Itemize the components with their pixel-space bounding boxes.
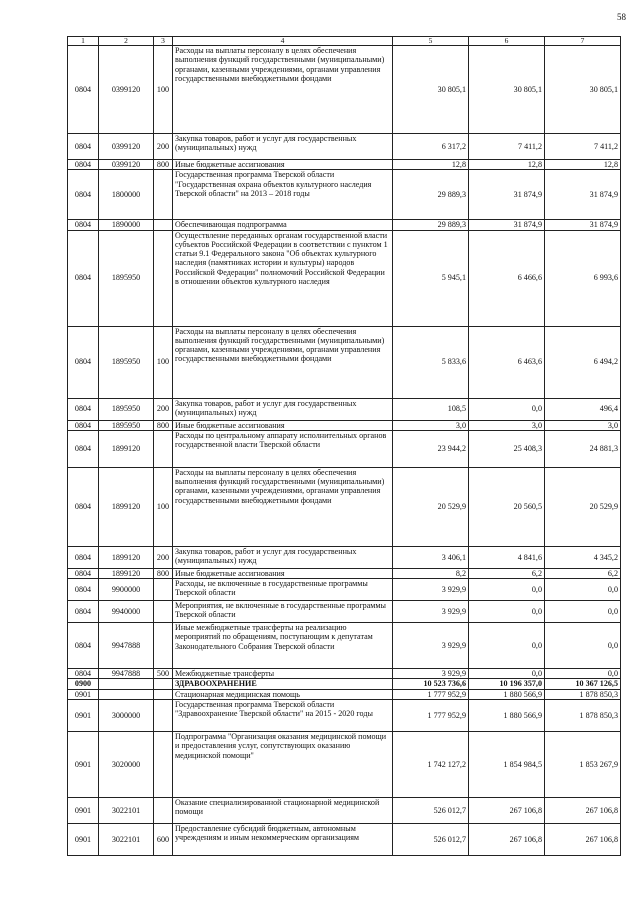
table-row bbox=[68, 601, 621, 623]
expense-type-cell: 600 bbox=[154, 824, 173, 856]
description-cell: Обеспечивающая подпрограмма bbox=[173, 220, 393, 230]
expense-type-cell: 200 bbox=[154, 134, 173, 160]
amount-col7-cell: 267 106,8 bbox=[545, 824, 621, 856]
amount-col7-cell: 6 494,2 bbox=[545, 326, 621, 398]
target-code-cell: 0399120 bbox=[99, 134, 154, 160]
table-row bbox=[68, 579, 621, 601]
expense-type-cell: 800 bbox=[154, 160, 173, 170]
expense-type-cell bbox=[154, 601, 173, 623]
column-number-header bbox=[68, 37, 621, 46]
amount-col7-cell: 24 881,3 bbox=[545, 430, 621, 467]
table-row bbox=[68, 623, 621, 669]
header-cell: 6 bbox=[469, 37, 545, 46]
amount-col6-cell: 0,0 bbox=[469, 579, 545, 601]
amount-col6-cell: 267 106,8 bbox=[469, 824, 545, 856]
amount-col7-cell: 267 106,8 bbox=[545, 798, 621, 824]
target-code-cell: 9900000 bbox=[99, 579, 154, 601]
amount-col5-cell: 3 929,9 bbox=[393, 579, 469, 601]
amount-col7-cell: 1 853 267,9 bbox=[545, 732, 621, 798]
section-code-cell: 0901 bbox=[68, 798, 99, 824]
description-cell: Государственная программа Тверской области "Здравоохранение Тверской области" на 2015 - 2020 годы bbox=[173, 700, 393, 732]
target-code-cell: 3020000 bbox=[99, 732, 154, 798]
amount-col7-cell: 0,0 bbox=[545, 623, 621, 669]
amount-col5-cell: 526 012,7 bbox=[393, 824, 469, 856]
description-cell: Закупка товаров, работ и услуг для государственных (муниципальных) нужд bbox=[173, 398, 393, 420]
section-code-cell: 0901 bbox=[68, 700, 99, 732]
table-row bbox=[68, 467, 621, 546]
amount-col5-cell: 1 742 127,2 bbox=[393, 732, 469, 798]
description-cell: ЗДРАВООХРАНЕНИЕ bbox=[173, 679, 393, 689]
description-cell: Закупка товаров, работ и услуг для государственных (муниципальных) нужд bbox=[173, 134, 393, 160]
amount-col5-cell: 12,8 bbox=[393, 160, 469, 170]
target-code-cell: 9947888 bbox=[99, 623, 154, 669]
amount-col7-cell: 0,0 bbox=[545, 669, 621, 679]
amount-col6-cell: 0,0 bbox=[469, 669, 545, 679]
amount-col7-cell: 7 411,2 bbox=[545, 134, 621, 160]
amount-col6-cell: 31 874,9 bbox=[469, 220, 545, 230]
amount-col7-cell: 0,0 bbox=[545, 579, 621, 601]
target-code-cell bbox=[99, 689, 154, 699]
expense-type-cell: 800 bbox=[154, 568, 173, 578]
section-code-cell: 0804 bbox=[68, 220, 99, 230]
table-row bbox=[68, 420, 621, 430]
amount-col7-cell: 31 874,9 bbox=[545, 220, 621, 230]
amount-col6-cell: 0,0 bbox=[469, 601, 545, 623]
section-code-cell: 0804 bbox=[68, 170, 99, 220]
section-code-cell: 0804 bbox=[68, 467, 99, 546]
amount-col6-cell: 267 106,8 bbox=[469, 798, 545, 824]
amount-col5-cell: 29 889,3 bbox=[393, 220, 469, 230]
expense-type-cell: 200 bbox=[154, 546, 173, 568]
amount-col7-cell: 10 367 126,5 bbox=[545, 679, 621, 689]
table-row bbox=[68, 220, 621, 230]
amount-col5-cell: 29 889,3 bbox=[393, 170, 469, 220]
amount-col5-cell: 1 777 952,9 bbox=[393, 700, 469, 732]
description-cell: Закупка товаров, работ и услуг для государственных (муниципальных) нужд bbox=[173, 546, 393, 568]
amount-col5-cell: 3,0 bbox=[393, 420, 469, 430]
section-code-cell: 0804 bbox=[68, 430, 99, 467]
target-code-cell: 9940000 bbox=[99, 601, 154, 623]
description-cell: Иные бюджетные ассигнования bbox=[173, 568, 393, 578]
amount-col7-cell: 12,8 bbox=[545, 160, 621, 170]
target-code-cell: 9947888 bbox=[99, 669, 154, 679]
expense-type-cell: 200 bbox=[154, 398, 173, 420]
amount-col5-cell: 5 833,6 bbox=[393, 326, 469, 398]
target-code-cell: 3022101 bbox=[99, 798, 154, 824]
section-code-cell: 0804 bbox=[68, 568, 99, 578]
amount-col7-cell: 0,0 bbox=[545, 601, 621, 623]
amount-col5-cell: 526 012,7 bbox=[393, 798, 469, 824]
amount-col5-cell: 108,5 bbox=[393, 398, 469, 420]
expense-type-cell: 100 bbox=[154, 46, 173, 134]
section-code-cell: 0804 bbox=[68, 546, 99, 568]
target-code-cell: 0399120 bbox=[99, 160, 154, 170]
amount-col6-cell: 6 466,6 bbox=[469, 230, 545, 326]
expense-type-cell bbox=[154, 689, 173, 699]
amount-col7-cell: 30 805,1 bbox=[545, 46, 621, 134]
header-cell: 3 bbox=[154, 37, 173, 46]
table-row bbox=[68, 546, 621, 568]
target-code-cell: 1895950 bbox=[99, 398, 154, 420]
amount-col5-cell: 3 929,9 bbox=[393, 669, 469, 679]
header-cell: 7 bbox=[545, 37, 621, 46]
expense-type-cell bbox=[154, 230, 173, 326]
section-code-cell: 0804 bbox=[68, 420, 99, 430]
expense-type-cell: 500 bbox=[154, 669, 173, 679]
amount-col6-cell: 1 880 566,9 bbox=[469, 700, 545, 732]
amount-col5-cell: 3 929,9 bbox=[393, 601, 469, 623]
section-code-cell: 0804 bbox=[68, 623, 99, 669]
target-code-cell: 1899120 bbox=[99, 546, 154, 568]
amount-col6-cell: 3,0 bbox=[469, 420, 545, 430]
amount-col7-cell: 31 874,9 bbox=[545, 170, 621, 220]
amount-col6-cell: 6 463,6 bbox=[469, 326, 545, 398]
description-cell: Расходы на выплаты персоналу в целях обеспечения выполнения функций государственными (муниципальными) органами, казенными учреждениями, органами управления государственными внебюджетными фондами bbox=[173, 326, 393, 398]
amount-col6-cell: 4 841,6 bbox=[469, 546, 545, 568]
amount-col6-cell: 10 196 357,0 bbox=[469, 679, 545, 689]
table-row bbox=[68, 398, 621, 420]
table-row bbox=[68, 568, 621, 578]
section-code-cell: 0804 bbox=[68, 230, 99, 326]
description-cell: Государственная программа Тверской области "Государственная охрана объектов культурного наследия Тверской области" на 2013 – 2018 годы bbox=[173, 170, 393, 220]
amount-col6-cell: 1 880 566,9 bbox=[469, 689, 545, 699]
table-row bbox=[68, 689, 621, 699]
amount-col7-cell: 6,2 bbox=[545, 568, 621, 578]
target-code-cell: 3000000 bbox=[99, 700, 154, 732]
expense-type-cell bbox=[154, 623, 173, 669]
amount-col6-cell: 25 408,3 bbox=[469, 430, 545, 467]
section-code-cell: 0804 bbox=[68, 601, 99, 623]
description-cell: Подпрограмма "Организация оказания медицинской помощи и предоставления услуг, сопутствующих оказанию медицинской помощи" bbox=[173, 732, 393, 798]
section-code-cell: 0804 bbox=[68, 160, 99, 170]
expense-type-cell: 100 bbox=[154, 467, 173, 546]
expense-type-cell bbox=[154, 170, 173, 220]
amount-col5-cell: 3 406,1 bbox=[393, 546, 469, 568]
table-row bbox=[68, 230, 621, 326]
amount-col5-cell: 1 777 952,9 bbox=[393, 689, 469, 699]
header-cell: 1 bbox=[68, 37, 99, 46]
target-code-cell: 1890000 bbox=[99, 220, 154, 230]
section-code-cell: 0901 bbox=[68, 732, 99, 798]
section-code-cell: 0804 bbox=[68, 134, 99, 160]
amount-col6-cell: 0,0 bbox=[469, 398, 545, 420]
section-code-cell: 0804 bbox=[68, 669, 99, 679]
description-cell: Иные межбюджетные трансферты на реализацию мероприятий по обращениям, поступающим к депутатам Законодательного Собрания Тверской области bbox=[173, 623, 393, 669]
amount-col6-cell: 6,2 bbox=[469, 568, 545, 578]
amount-col5-cell: 20 529,9 bbox=[393, 467, 469, 546]
description-cell: Расходы по центральному аппарату исполнительных органов государственной власти Тверской области bbox=[173, 430, 393, 467]
amount-col7-cell: 3,0 bbox=[545, 420, 621, 430]
amount-col6-cell: 12,8 bbox=[469, 160, 545, 170]
table-row bbox=[68, 798, 621, 824]
target-code-cell: 1895950 bbox=[99, 230, 154, 326]
description-cell: Иные бюджетные ассигнования bbox=[173, 160, 393, 170]
expense-type-cell bbox=[154, 798, 173, 824]
amount-col5-cell: 23 944,2 bbox=[393, 430, 469, 467]
expense-type-cell bbox=[154, 579, 173, 601]
header-cell: 4 bbox=[173, 37, 393, 46]
description-cell: Межбюджетные трансферты bbox=[173, 669, 393, 679]
section-code-cell: 0804 bbox=[68, 326, 99, 398]
amount-col5-cell: 5 945,1 bbox=[393, 230, 469, 326]
table-row bbox=[68, 824, 621, 856]
table-row bbox=[68, 134, 621, 160]
expense-type-cell: 100 bbox=[154, 326, 173, 398]
table-row bbox=[68, 669, 621, 679]
target-code-cell: 0399120 bbox=[99, 46, 154, 134]
table-row bbox=[68, 46, 621, 134]
target-code-cell: 1895950 bbox=[99, 326, 154, 398]
amount-col7-cell: 20 529,9 bbox=[545, 467, 621, 546]
page-number: 58 bbox=[617, 12, 626, 22]
amount-col7-cell: 1 878 850,3 bbox=[545, 689, 621, 699]
amount-col7-cell: 1 878 850,3 bbox=[545, 700, 621, 732]
header-cell: 5 bbox=[393, 37, 469, 46]
expense-type-cell: 800 bbox=[154, 420, 173, 430]
amount-col7-cell: 496,4 bbox=[545, 398, 621, 420]
table-row bbox=[68, 160, 621, 170]
amount-col5-cell: 3 929,9 bbox=[393, 623, 469, 669]
amount-col6-cell: 7 411,2 bbox=[469, 134, 545, 160]
header-cell: 2 bbox=[99, 37, 154, 46]
amount-col7-cell: 4 345,2 bbox=[545, 546, 621, 568]
amount-col5-cell: 10 523 736,6 bbox=[393, 679, 469, 689]
description-cell: Стационарная медицинская помощь bbox=[173, 689, 393, 699]
expense-type-cell bbox=[154, 679, 173, 689]
target-code-cell: 1800000 bbox=[99, 170, 154, 220]
amount-col5-cell: 6 317,2 bbox=[393, 134, 469, 160]
budget-table bbox=[67, 36, 621, 856]
table-row bbox=[68, 326, 621, 398]
amount-col7-cell: 6 993,6 bbox=[545, 230, 621, 326]
amount-col6-cell: 0,0 bbox=[469, 623, 545, 669]
target-code-cell: 1895950 bbox=[99, 420, 154, 430]
section-code-cell: 0900 bbox=[68, 679, 99, 689]
amount-col6-cell: 1 854 984,5 bbox=[469, 732, 545, 798]
section-code-cell: 0901 bbox=[68, 689, 99, 699]
target-code-cell bbox=[99, 679, 154, 689]
description-cell: Предоставление субсидий бюджетным, автономным учреждениям и иным некоммерческим организациям bbox=[173, 824, 393, 856]
table-row bbox=[68, 170, 621, 220]
amount-col5-cell: 30 805,1 bbox=[393, 46, 469, 134]
expense-type-cell bbox=[154, 430, 173, 467]
target-code-cell: 1899120 bbox=[99, 467, 154, 546]
amount-col5-cell: 8,2 bbox=[393, 568, 469, 578]
description-cell: Мероприятия, не включенные в государственные программы Тверской области bbox=[173, 601, 393, 623]
section-code-cell: 0804 bbox=[68, 46, 99, 134]
description-cell: Расходы на выплаты персоналу в целях обеспечения выполнения функций государственными (муниципальными) органами, казенными учреждениями, органами управления государственными внебюджетными фондами bbox=[173, 467, 393, 546]
amount-col6-cell: 31 874,9 bbox=[469, 170, 545, 220]
section-code-cell: 0901 bbox=[68, 824, 99, 856]
table-row bbox=[68, 679, 621, 689]
table-row bbox=[68, 430, 621, 467]
amount-col6-cell: 20 560,5 bbox=[469, 467, 545, 546]
table-row bbox=[68, 732, 621, 798]
expense-type-cell bbox=[154, 700, 173, 732]
table-row bbox=[68, 700, 621, 732]
description-cell: Расходы на выплаты персоналу в целях обеспечения выполнения функций государственными (муниципальными) органами, казенными учреждениями, органами управления государственными внебюджетными фондами bbox=[173, 46, 393, 134]
expense-type-cell bbox=[154, 732, 173, 798]
description-cell: Оказание специализированной стационарной медицинской помощи bbox=[173, 798, 393, 824]
description-cell: Осуществление переданных органам государственной власти субъектов Российской Федерации в соответствии с пунктом 1 статьи 9.1 Федерального закона "Об объектах культурного наследия (памятниках истории и культуры) народов Российской Федерации" полномочий Российской Федерации в отношении объектов культурного наследия bbox=[173, 230, 393, 326]
amount-col6-cell: 30 805,1 bbox=[469, 46, 545, 134]
section-code-cell: 0804 bbox=[68, 579, 99, 601]
expense-type-cell bbox=[154, 220, 173, 230]
section-code-cell: 0804 bbox=[68, 398, 99, 420]
description-cell: Иные бюджетные ассигнования bbox=[173, 420, 393, 430]
description-cell: Расходы, не включенные в государственные программы Тверской области bbox=[173, 579, 393, 601]
target-code-cell: 1899120 bbox=[99, 430, 154, 467]
target-code-cell: 1899120 bbox=[99, 568, 154, 578]
target-code-cell: 3022101 bbox=[99, 824, 154, 856]
